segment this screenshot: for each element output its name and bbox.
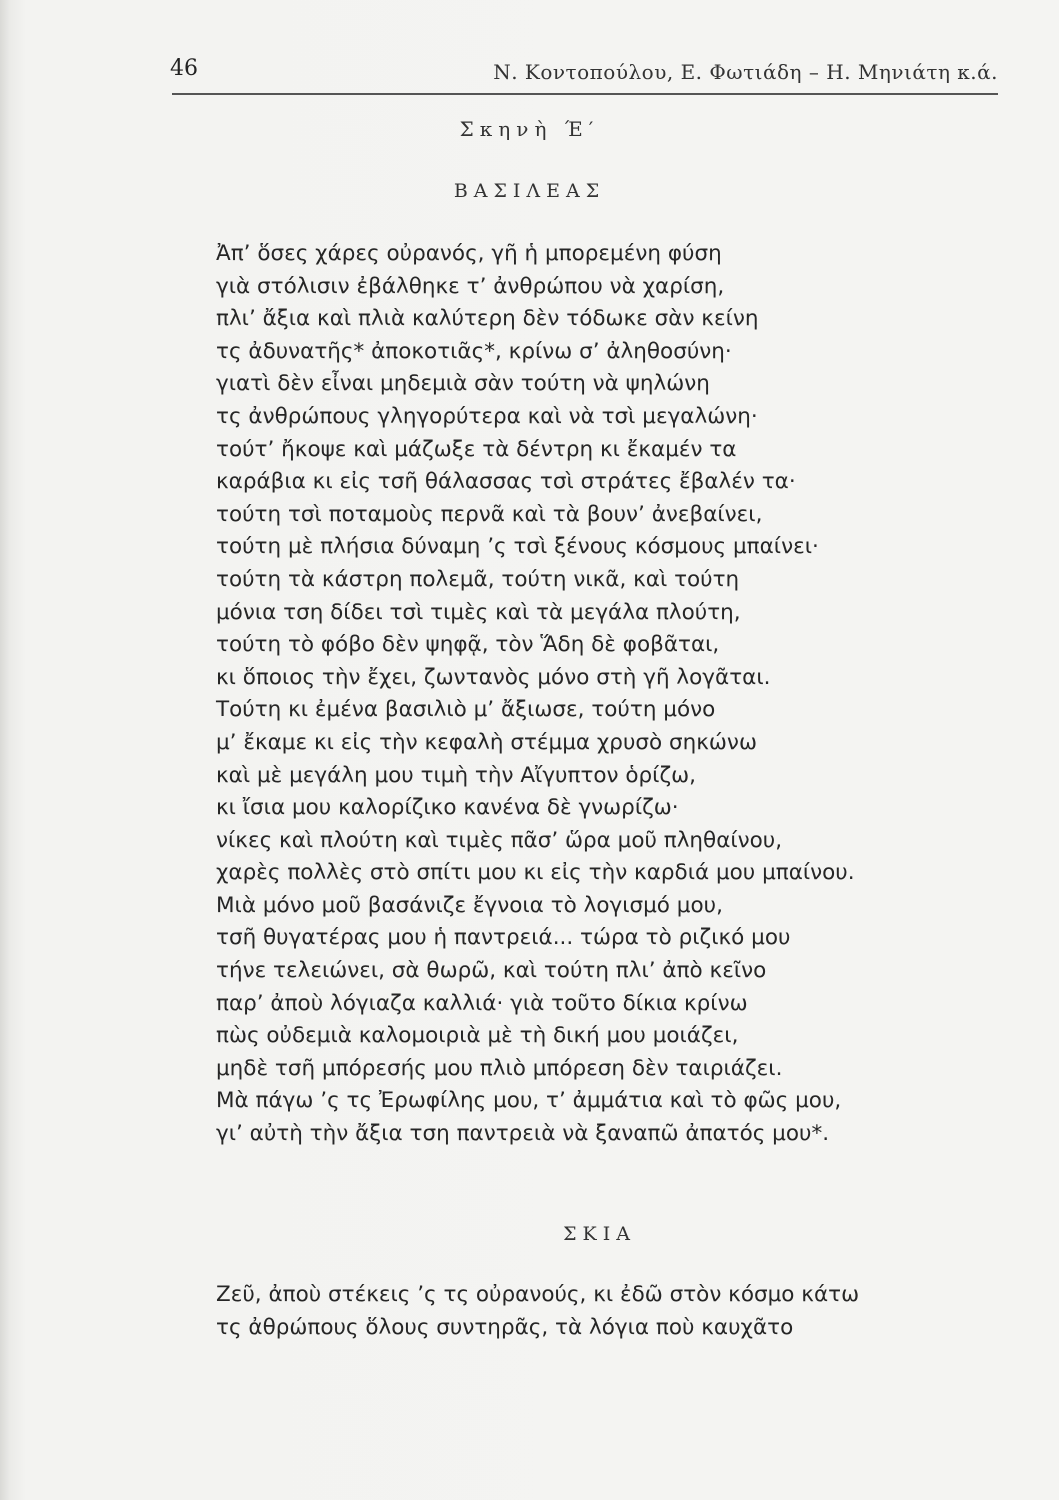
verse-line: τούτ’ ἤκοψε καὶ μάζωξε τὰ δέντρη κι ἔκαμέν τα [216,436,737,462]
verse-line: παρ’ ἀποὺ λόγιαζα καλλιά· γιὰ τοῦτο δίκια κρίνω [216,990,748,1016]
verse-line: χαρὲς πολλὲς στὸ σπίτι μου κι εἰς τὴν καρδιά μου μπαίνου. [216,860,855,886]
verse-line: τσῆ θυγατέρας μου ἡ παντρειά... τώρα τὸ ριζικό μου [216,925,791,951]
verse-line: Τούτη κι ἐμένα βασιλιὸ μ’ ἄξιωσε, τούτη μόνο [216,697,716,723]
verse-line: μ’ ἔκαμε κι εἰς τὴν κεφαλὴ στέμμα χρυσὸ σηκώνω [216,729,757,755]
verse-line: νίκες καὶ πλούτη καὶ τιμὲς πᾶσ’ ὥρα μοῦ πληθαίνου, [216,827,783,853]
verse-line: πλι’ ἄξια καὶ πλιὰ καλύτερη δὲν τόδωκε σὰν κείνη [216,306,759,332]
verse-line: πὼς οὐδεμιὰ καλομοιριὰ μὲ τὴ δική μου μοιάζει, [216,1023,739,1049]
verse-line: τς ἀδυνατῆς* ἀποκοτιᾶς*, κρίνω σ’ ἀληθοσύνη· [216,338,732,364]
verse-line: καράβια κι εἰς τσῆ θάλασσας τσὶ στράτες ἔβαλέν τα· [216,469,796,495]
verse-line: κι ἴσια μου καλορίζικο κανένα δὲ γνωρίζω· [216,795,679,821]
verse-line: Ζεῦ, ἀποὺ στέκεις ’ς τς οὐρανούς, κι ἐδῶ στὸν κόσμο κάτω [216,1282,860,1307]
verse-line: μόνια τση δίδει τσὶ τιμὲς καὶ τὰ μεγάλα πλούτη, [216,599,741,625]
verse-line: τούτη μὲ πλήσια δύναμη ’ς τσὶ ξένους κόσμους μπαίνει· [216,534,819,560]
verse-line: Μὰ πάγω ’ς τς Ἐρωφίλης μου, τ’ ἀμμάτια καὶ τὸ φῶς μου, [216,1088,842,1114]
header-rule [172,93,998,95]
speaker-name: ΣΚΙΑ [563,1223,636,1245]
running-head: Ν. Κοντοπούλου, Ε. Φωτιάδη – Η. Μηνιάτη κ.ά. [493,60,998,84]
verse-line: τούτη τὸ φόβο δὲν ψηφᾷ, τὸν Ἅδη δὲ φοβᾶται, [216,632,720,658]
speaker-name: ΒΑΣΙΛΕΑΣ [453,180,606,202]
verse-line: τήνε τελειώνει, σὰ θωρῶ, καὶ τούτη πλι’ ἀπὸ κεῖνο [216,958,767,984]
verse-block [216,238,855,1151]
verse-line: γιὰ στόλισιν ἐβάλθηκε τ’ ἀνθρώπου νὰ χαρίση, [216,273,725,299]
verse-line: τούτη τσὶ ποταμοὺς περνᾶ καὶ τὰ βουν’ ἀνεβαίνει, [216,501,763,527]
scene-title: Σκηνὴ Έ′ [459,117,600,141]
verse-line: τς ἀνθρώπους γληγορύτερα καὶ νὰ τσὶ μεγαλώνη· [216,403,758,429]
verse-line: γι’ αὐτὴ τὴν ἄξια τση παντρειὰ νὰ ξαναπῶ ἀπατός μου*. [216,1121,830,1147]
verse-block [216,1279,859,1344]
page-number: 46 [170,56,198,81]
verse-line: καὶ μὲ μεγάλη μου τιμὴ τὴν Αἴγυπτον ὁρίζω, [216,762,696,788]
verse-line: Ἀπ’ ὅσες χάρες οὐρανός, γῆ ἡ μπορεμένη φύση [216,241,722,266]
page-header [168,56,998,92]
verse-line: κι ὅποιος τὴν ἔχει, ζωντανὸς μόνο στὴ γῆ λογᾶται. [216,664,771,690]
verse-line: μηδὲ τσῆ μπόρεσής μου πλιὸ μπόρεση δὲν ταιριάζει. [216,1055,783,1081]
verse-line: γιατὶ δὲν εἶναι μηδεμιὰ σὰν τούτη νὰ ψηλώνη [216,371,710,397]
verse-line: τούτη τὰ κάστρη πολεμᾶ, τούτη νικᾶ, καὶ τούτη [216,566,740,592]
verse-line: Μιὰ μόνο μοῦ βασάνιζε ἔγνοια τὸ λογισμό μου, [216,892,723,918]
verse-line: τς ἀθρώπους ὅλους συντηρᾶς, τὰ λόγια ποὺ καυχᾶτο [216,1314,794,1340]
